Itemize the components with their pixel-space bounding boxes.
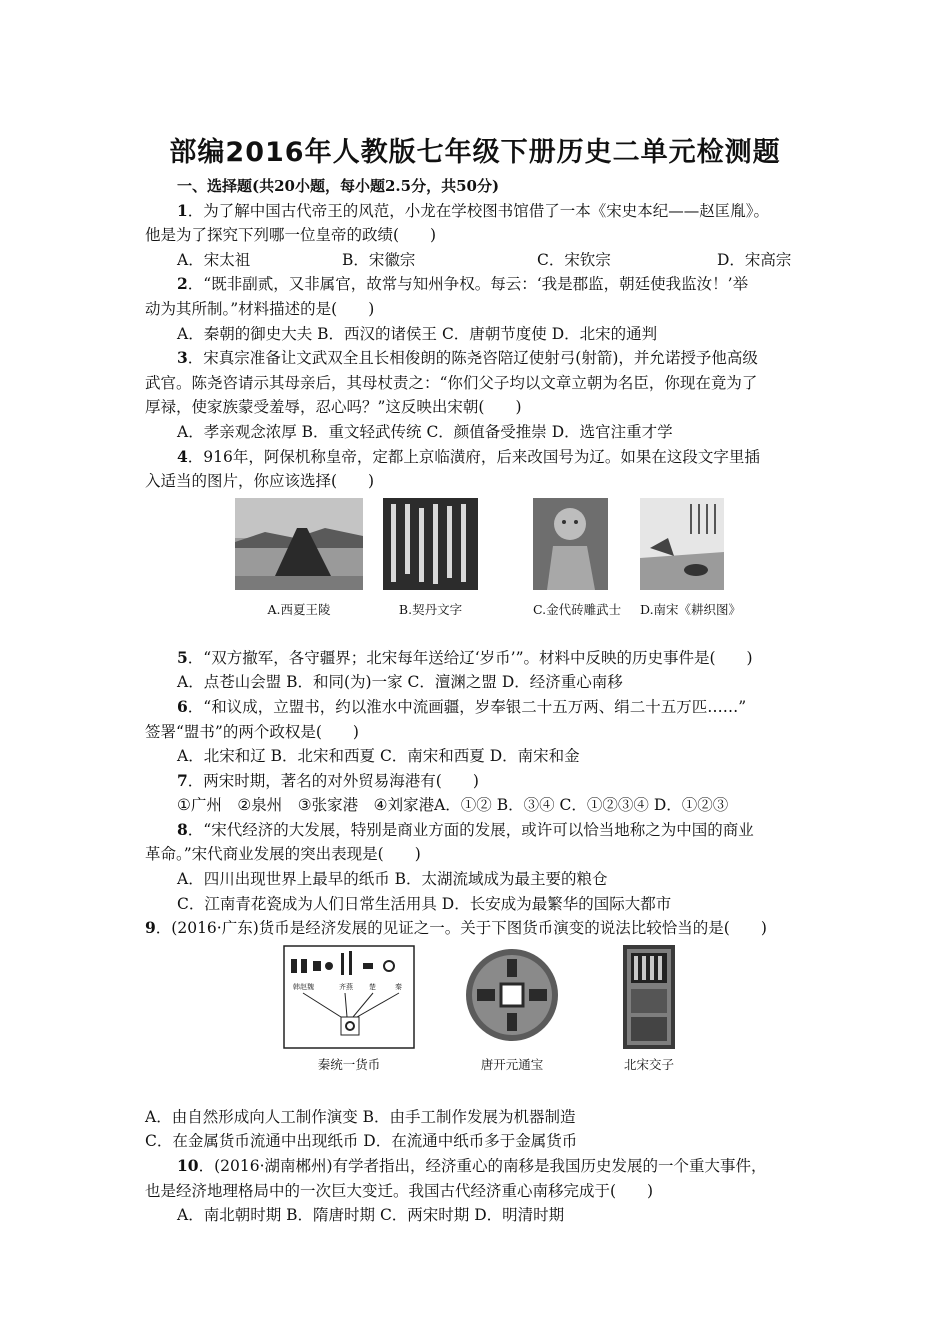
q5-options[interactable]: A．点苍山会盟 B．和同(为)一家 C．澶渊之盟 D．经济重心南移 [177,673,623,692]
q8-options-1[interactable]: A．四川出现世界上最早的纸币 B．太湖流域成为最主要的粮仓 [177,870,608,889]
kaiyuan-coin-image [463,945,561,1049]
page-title: 部编2016年人教版七年级下册历史二单元检测题 [169,137,781,168]
question-text-cont: 也是经济地理格局中的一次巨大变迁。我国古代经济重心南移完成于( ) [145,1181,654,1200]
question-text-cont: 厚禄，使家族蒙受羞辱，忍心吗？”这反映出宋朝( ) [145,398,522,417]
figure-b[interactable] [383,498,478,623]
question-5 [145,646,810,671]
q4-figures [145,498,810,638]
question-3 [145,346,810,371]
q7-items: ①广州 ②泉州 ③张家港 ④刘家港 [177,796,435,815]
option-c[interactable]: C．宋钦宗 [537,250,611,269]
qin-currency-diagram [283,945,415,1049]
figure-kaiyuan-coin[interactable] [463,945,561,1078]
question-8 [145,818,810,843]
figure-caption: 秦统一货币 [317,1056,381,1072]
figure-a[interactable] [235,498,363,623]
question-number: 10 [177,1156,199,1176]
exam-content [145,174,810,1228]
figure-caption: D.南宋《耕织图》 [640,601,742,617]
section-heading: 一、选择题(共20小题，每小题2.5分，共50分) [177,177,500,195]
question-2 [145,272,810,297]
question-number: 5 [177,647,188,667]
question-text: ．宋真宗准备让文武双全且长相俊朗的陈尧咨陪辽使射弓(射箭)，并允诺授予他高级 [187,349,758,368]
question-text: ．“双方撤军，各守疆界；北宋每年送给辽‘岁币’”。材料中反映的历史事件是( ) [187,648,753,667]
figure-jiaozi[interactable] [623,945,675,1078]
figure-caption: 北宋交子 [623,1056,674,1072]
q9-options-1[interactable]: A．由自然形成向人工制作演变 B．由手工制作发展为机器制造 [145,1107,576,1126]
q7-options[interactable]: A．①② B．③④ C．①②③④ D．①②③ [434,796,729,815]
q7-items-options [145,793,810,818]
jiaozi-note-image [623,945,675,1049]
question-6 [145,695,810,720]
question-number: 4 [177,446,188,466]
jin-brick-warrior-image [533,498,608,590]
question-text-cont: 革命。”宋代商业发展的突出表现是( ) [145,845,421,864]
label-qin: 秦 [395,982,402,991]
q8-options-2[interactable]: C．江南青花瓷成为人们日常生活用具 D．长安成为最繁华的国际大都市 [177,894,672,913]
question-text: ．两宋时期，著名的对外贸易海港有( ) [187,771,479,790]
question-7 [145,769,810,794]
q6-options[interactable]: A．北宋和辽 B．北宋和西夏 C．南宋和西夏 D．南宋和金 [177,747,580,766]
question-text: ．(2016·湖南郴州)有学者指出，经济重心的南移是我国历史发展的一个重大事件， [198,1157,767,1176]
label-chu: 楚 [369,982,376,991]
question-number: 1 [177,200,188,220]
question-text: ．“既非副贰，又非属官，故常与知州争权。每云：‘我是郡监，朝廷使我监汝！’举 [187,275,749,294]
figure-caption: 唐开元通宝 [480,1056,544,1072]
figure-qin-currency[interactable] [283,945,415,1078]
question-number: 7 [177,770,188,790]
gengzhi-painting-image [640,498,724,590]
question-text: ．916年，阿保机称皇帝，定都上京临潢府，后来改国号为辽。如果在这段文字里插 [187,447,760,466]
option-b[interactable]: B．宋徽宗 [342,250,416,269]
q1-options [145,248,810,273]
question-text: ．“宋代经济的大发展，特别是商业方面的发展，或许可以恰当地称之为中国的商业 [187,820,754,839]
question-text-cont: 入适当的图片，你应该选择( ) [145,472,375,491]
question-1 [145,199,810,224]
question-text-cont: 签署“盟书”的两个政权是( ) [145,722,359,741]
figure-caption: B.契丹文字 [398,601,463,617]
q9-options-2[interactable]: C．在金属货币流通中出现纸币 D．在流通中纸币多于金属货币 [145,1132,578,1151]
option-d[interactable]: D．宋高宗 [717,250,792,269]
q9-figures [145,945,810,1095]
figure-caption: C.金代砖雕武士 [533,601,622,617]
question-text-cont: 武官。陈尧咨请示其母亲后，其母杖责之：“你们父子均以文章立朝为名臣，你现在竟为了 [145,373,758,392]
label-hanzhaowei: 韩赵魏 [293,982,314,991]
xixia-tomb-image [235,498,363,590]
figure-d[interactable] [640,498,741,623]
q2-options[interactable]: A．秦朝的御史大夫 B．西汉的诸侯王 C．唐朝节度使 D．北宋的通判 [177,324,658,343]
option-a[interactable]: A．宋太祖 [177,250,251,269]
question-text-cont: 动为其所制。”材料描述的是( ) [145,299,375,318]
figure-caption: A.西夏王陵 [267,601,331,617]
question-number: 3 [177,348,188,368]
question-text: ．为了解中国古代帝王的风范，小龙在学校图书馆借了一本《宋史本纪——赵匡胤》。 [187,201,770,220]
question-number: 6 [177,696,188,716]
q3-options[interactable]: A．孝亲观念浓厚 B．重文轻武传统 C．颜值备受推崇 D．选官注重才学 [177,422,673,441]
q10-options[interactable]: A．南北朝时期 B．隋唐时期 C．两宋时期 D．明清时期 [177,1206,565,1225]
figure-c[interactable] [533,498,621,623]
khitan-script-image [383,498,478,590]
question-number: 2 [177,274,188,294]
question-4 [145,445,810,470]
question-text-cont: 他是为了探究下列哪一位皇帝的政绩( ) [145,226,437,245]
label-qiyan: 齐燕 [339,982,353,991]
question-number: 9 [145,918,156,938]
question-text: ．“和议成，立盟书，约以淮水中流画疆，岁奉银二十五万两、绢二十五万匹……” [187,697,747,716]
question-10 [145,1154,810,1179]
question-number: 8 [177,819,188,839]
question-9 [145,916,810,941]
question-text: ．(2016·广东)货币是经济发展的见证之一。关于下图货币演变的说法比较恰当的是( ) [155,919,767,938]
